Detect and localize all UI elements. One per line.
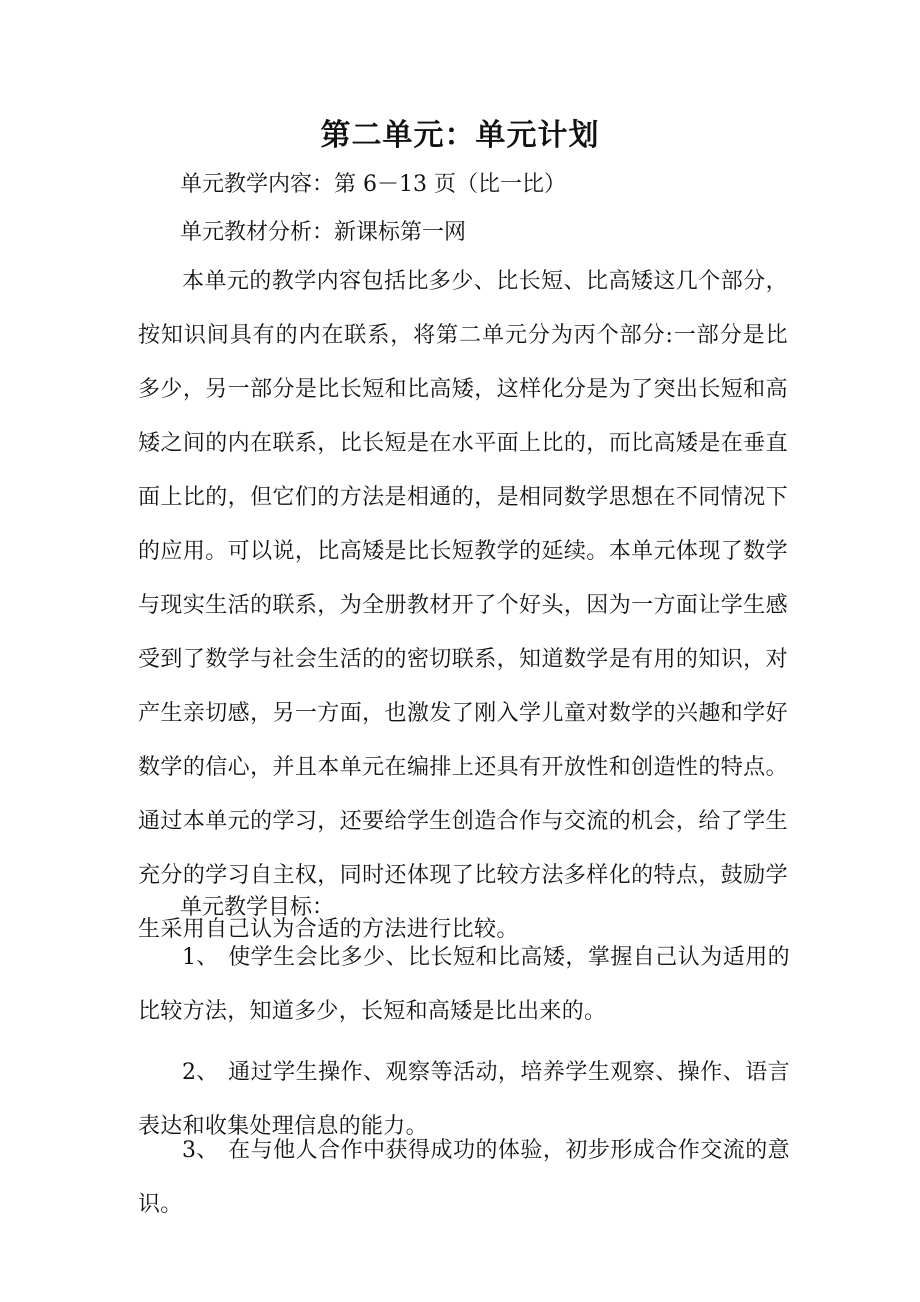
goal-text: 通过学生操作、观察等活动，培养学生观察、操作、语言表达和收集处理信息的能力。: [138, 1060, 790, 1139]
material-analysis-line: 单元教材分析：新课标第一网: [180, 220, 467, 245]
goal-number: 3、: [182, 1138, 219, 1163]
analysis-paragraph: 本单元的教学内容包括比多少、比长短、比高矮这几个部分，按知识间具有的内在联系，将第二单元分为丙个部分:一部分是比多少，另一部分是比长短和比高矮，这样化分是为了突出长短和高矮之间的内在联系，比长短是在水平面上比的，而比高矮是在垂直面上比的，但它们的方法是相通的，是相同数学思想在不同情况下的应用。可以说，比高矮是比长短教学的延续。本单元体现了数学与现实生活的联系，为全册教材开了个好头，因为一方面让学生感受到了数学与社会生活的的密切联系，知道数学是有用的知识，对产生亲切感，另一方面，也激发了刚入学儿童对数学的兴趣和学好数学的信心，并且本单元在编排上还具有开放性和创造性的特点。通过本单元的学习，还要给学生创造合作与交流的机会，给了学生充分的学习自主权，同时还体现了比较方法多样化的特点，鼓励学生采用自己认为合适的方法进行比较。: [138, 269, 788, 942]
page-title: 第二单元：单元计划: [320, 118, 600, 153]
teaching-content-line: 单元教学内容：第 6－13 页（比一比）: [180, 172, 566, 197]
goal-item: [138, 1124, 790, 1232]
goal-text: 使学生会比多少、比长短和比高矮，掌握自己认为适用的比较方法，知道多少，长短和高矮是比出来的。: [138, 945, 790, 1024]
goal-text: 在与他人合作中获得成功的体验，初步形成合作交流的意识。: [138, 1138, 790, 1217]
goal-number: 2、: [182, 1060, 219, 1085]
goal-number: 1、: [182, 945, 219, 970]
goals-heading: 单元教学目标：: [180, 895, 335, 920]
goal-item: [138, 931, 790, 1039]
